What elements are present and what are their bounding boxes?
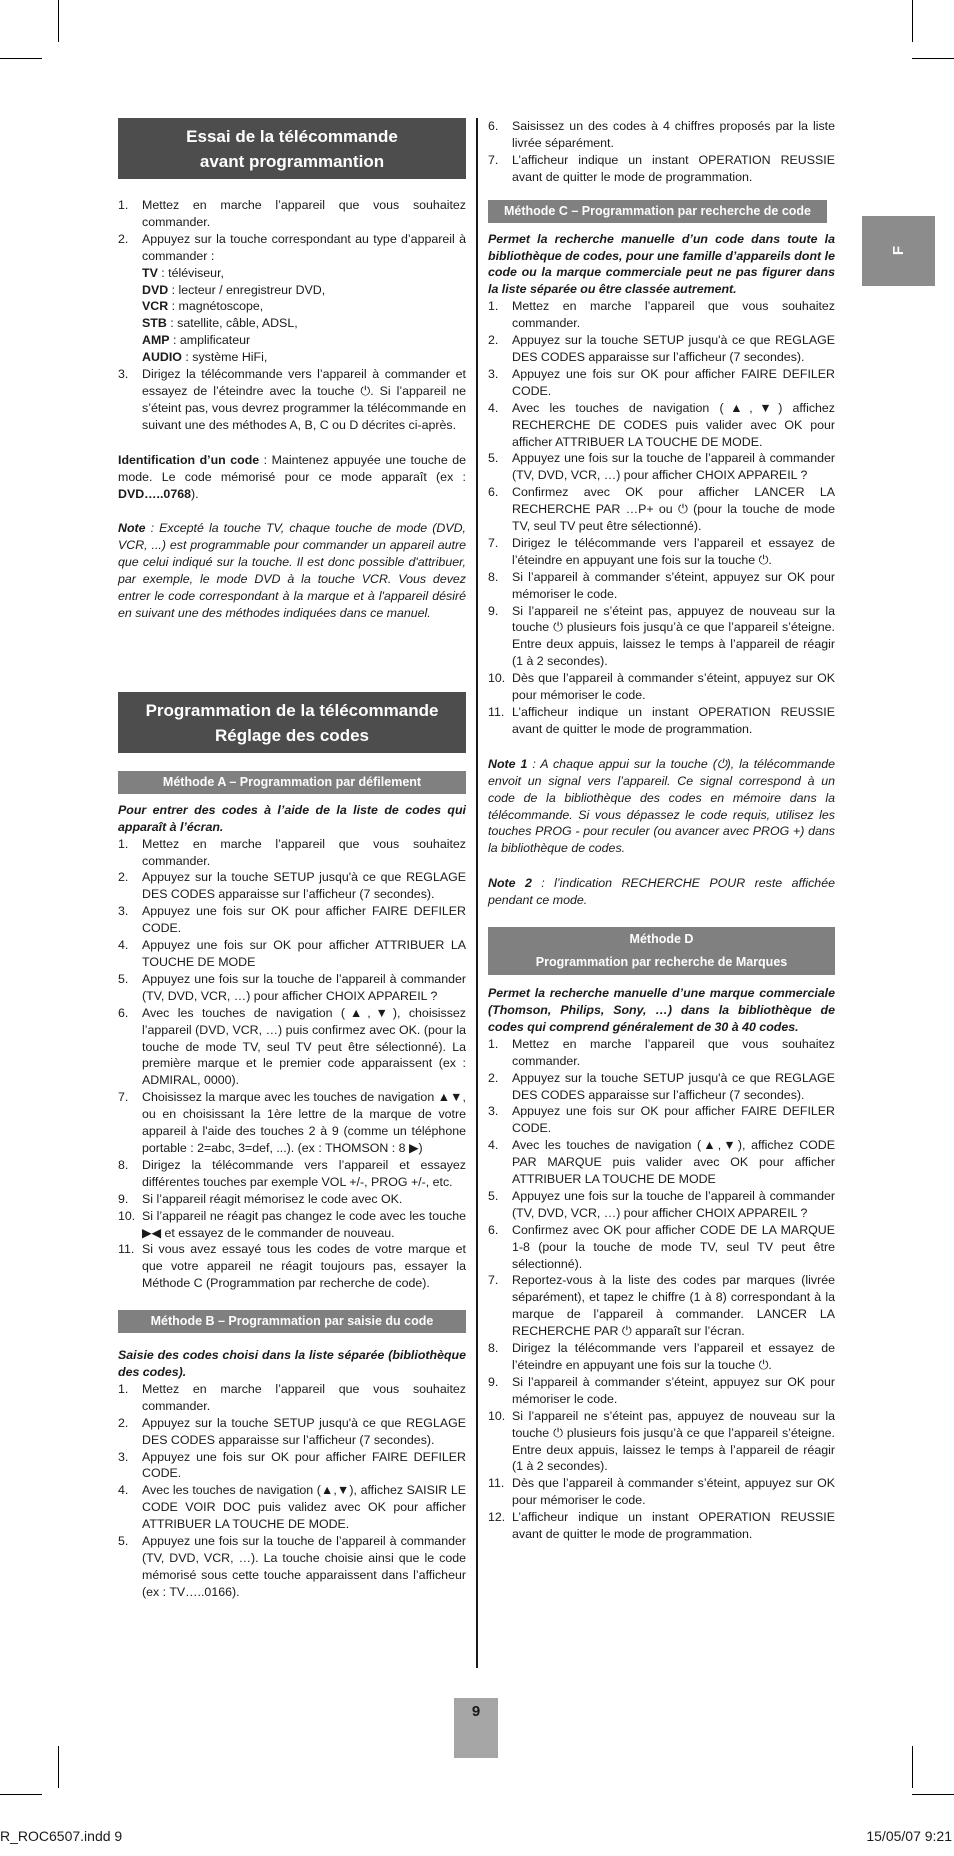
- list-item: 2. Appuyez sur la touche SETUP jusqu'à ce que REGLAGE DES CODES apparaisse sur l’afficheur (7 secondes).: [118, 870, 466, 902]
- list-item: 3. Appuyez une fois sur OK pour afficher FAIRE DEFILER CODE.: [118, 1449, 466, 1481]
- device-item: DVD : lecteur / enregistreur DVD,: [142, 282, 326, 297]
- methode-a-title: Méthode A – Programmation par défilement: [118, 771, 466, 794]
- title-line: Essai de la télécommande: [186, 127, 398, 146]
- methode-b-steps: [118, 1381, 466, 1601]
- list-item: 7. L’afficheur indique un instant OPERATION REUSSIE avant de quitter le mode de programmation.: [488, 152, 835, 184]
- methode-d-intro: Permet la recherche manuelle d’une marque commerciale (Thomson, Philips, Sony, …) dans la bibliothèque de codes qui comprend généralement de 30 à 40 codes.: [488, 986, 835, 1034]
- slug-file: R_ROC6507.indd 9: [0, 1828, 123, 1844]
- list-item: 5. Appuyez une fois sur la touche de l’appareil à commander (TV, DVD, VCR, …) pour afficher CHOIX APPAREIL ?: [488, 451, 835, 483]
- list-item: 6. Confirmez avec OK pour afficher CODE DE LA MARQUE 1-8 (pour la touche de mode TV, seul TV peut être sélectionné).: [488, 1222, 835, 1271]
- list-item: 8. Si l’appareil à commander s’éteint, appuyez sur OK pour mémoriser le code.: [488, 569, 835, 601]
- methode-a-intro: Pour entrer des codes à l’aide de la liste de codes qui apparaît à l’écran.: [118, 802, 466, 834]
- crop-mark: [58, 1746, 59, 1788]
- list-item: 11. L’afficheur indique un instant OPERATION REUSSIE avant de quitter le mode de programmation.: [488, 705, 835, 736]
- list-item: 8. Dirigez la télécommande vers l’appareil et essayez de l’éteindre en appuyant une fois sur la touche ⏻.: [488, 1341, 835, 1372]
- device-list: [142, 265, 466, 366]
- list-item: 9. Si l’appareil réagit mémorisez le code avec OK.: [118, 1191, 403, 1206]
- identification-paragraph: Identification d’un code : Maintenez appuyée une touche de mode. Le code mémorisé pour ce mode apparaît (ex : DVD…..0768).: [118, 452, 466, 501]
- essai-steps: [118, 197, 466, 434]
- crop-mark: [912, 1794, 954, 1795]
- crop-mark: [0, 1794, 42, 1795]
- list-item: 6. Avec les touches de navigation (▲,▼), choisissez l’appareil (DVD, VCR, …) puis confirmez avec OK. (pour la touche de mode TV, seul TV peut être sélectionné). La première marque et le premier code apparaissent (ex : ADMIRAL, 0000).: [118, 1005, 466, 1088]
- note-paragraph: Note : Excepté la touche TV, chaque touche de mode (DVD, VCR, ...) est programmable pour commander un appareil autre que celui indiqué sur la touche. Il est donc possible d'attribuer, par exemple, le mode DVD à la touche VCR. Vous devez entrer le code correspondant à la marque et à l'appareil désiré en suivant une des méthodes indiquées dans ce manuel.: [118, 521, 466, 620]
- methode-c-intro: Permet la recherche manuelle d’un code dans toute la bibliothèque de codes, pour une famille d’appareils dont le code ou la marque commerciale peut ne pas figurer dans la liste séparée ou être classée autrement.: [488, 231, 835, 297]
- page-number-text: 9: [471, 1703, 481, 1720]
- list-item: 2. Appuyez sur la touche correspondant au type d’appareil à commander : TV : téléviseur, DVD : lecteur / enregistreur DVD, VCR : magnétoscope, STB : satellite, câble, ADSL, AMP : amplificateur AUDIO : système HiFi,: [118, 231, 466, 365]
- device-item: AMP : amplificateur: [142, 333, 251, 348]
- device-item: AUDIO : système HiFi,: [142, 350, 268, 365]
- methode-b-title: Méthode B – Programmation par saisie du code: [118, 1310, 466, 1333]
- list-item: 7. Dirigez le télécommande vers l’appareil et essayez de l’éteindre en appuyant une fois sur la touche ⏻.: [488, 535, 835, 567]
- list-item: 2. Appuyez sur la touche SETUP jusqu'à ce que REGLAGE DES CODES apparaisse sur l’afficheur (7 secondes).: [488, 1070, 835, 1102]
- section-title-essai: [118, 118, 466, 179]
- list-item: 7. Choisissez la marque avec les touches de navigation ▲▼, ou en choisissant la 1ère lettre de la marque de votre appareil à l'aide des touches 2 à 9 (comme un téléphone portable : 2=abc, 3=def, ...). (ex : THOMSON : 8 ▶): [118, 1090, 466, 1155]
- page-number: [454, 1698, 498, 1758]
- list-item: 5. Appuyez une fois sur la touche de l’appareil à commander (TV, DVD, VCR, …) pour afficher CHOIX APPAREIL ?: [118, 971, 466, 1003]
- crop-mark: [912, 0, 913, 42]
- title-line: Méthode D: [629, 932, 694, 947]
- list-item: 5. Appuyez une fois sur la touche de l’appareil à commander (TV, DVD, VCR, …). La touche choisie ainsi que le code mémorisé sous cette touche apparaissent dans l’afficheur (ex : TV…..0166).: [118, 1534, 466, 1599]
- list-item: 3. Appuyez une fois sur OK pour afficher FAIRE DEFILER CODE.: [488, 1104, 835, 1136]
- list-item: 11. Si vous avez essayé tous les codes de votre marque et que votre appareil ne réagit toujours pas, essayer la Méthode C (Programmation par recherche de code).: [118, 1242, 466, 1291]
- right-column: [488, 118, 835, 1543]
- crop-mark: [0, 58, 42, 59]
- methode-b-steps-continued: [488, 118, 835, 186]
- list-item: 11. Dès que l’appareil à commander s’éteint, appuyez sur OK pour mémoriser le code.: [488, 1476, 835, 1508]
- title-line: Programmation par recherche de Marques: [535, 955, 788, 970]
- list-item: 9. Si l’appareil ne s’éteint pas, appuyez de nouveau sur la touche ⏻ plusieurs fois jusqu’à ce que l’appareil s’éteigne. Entre deux appuis, laissez le temps à l’appareil de réagir (1 à 2 secondes).: [488, 603, 835, 669]
- list-item: 10. Si l’appareil ne réagit pas changez le code avec les touche ▶◀ et essayez de le commander de nouveau.: [118, 1208, 466, 1240]
- list-item: 3. Appuyez une fois sur OK pour afficher FAIRE DEFILER CODE.: [118, 904, 466, 936]
- title-line: Réglage des codes: [214, 725, 369, 745]
- list-item: 1. Mettez en marche l’appareil que vous souhaitez commander.: [118, 1381, 466, 1413]
- list-item: 6. Confirmez avec OK pour afficher LANCER LA RECHERCHE PAR …P+ ou ⏻ (pour la touche de mode TV, seul TV peut être sélectionné).: [488, 485, 835, 534]
- column-divider: [476, 118, 478, 1668]
- list-item: 4. Avec les touches de navigation (▲,▼) affichez RECHERCHE DE CODES puis valider avec OK pour afficher ATTRIBUER LA TOUCHE DE MODE.: [488, 400, 835, 449]
- methode-d-title: [488, 927, 835, 975]
- list-item: 4. Avec les touches de navigation (▲,▼), affichez SAISIR LE CODE VOIR DOC puis validez avec OK pour afficher ATTRIBUER LA TOUCHE DE MODE.: [118, 1483, 466, 1532]
- list-item: 4. Appuyez une fois sur OK pour afficher ATTRIBUER LA TOUCHE DE MODE: [118, 938, 466, 969]
- device-item: VCR : magnétoscope,: [142, 299, 264, 314]
- device-item: STB : satellite, câble, ADSL,: [142, 316, 298, 331]
- list-item: 1. Mettez en marche l’appareil que vous souhaitez commander.: [118, 198, 466, 229]
- list-item: 7. Reportez-vous à la liste des codes par marques (livrée séparément), et tapez le chiffre (1 à 8) correspondant à la marque de l’appareil à commander. LANCER LA RECHERCHE PAR ⏻ apparaît sur l’écran.: [488, 1273, 835, 1339]
- list-item: 10. Dès que l’appareil à commander s’éteint, appuyez sur OK pour mémoriser le code.: [488, 671, 835, 703]
- list-item: 8. Dirigez la télécommande vers l’appareil et essayez différentes touches par exemple VOL +/-, PROG +/-, etc.: [118, 1157, 466, 1189]
- device-item: TV : téléviseur,: [142, 265, 224, 280]
- title-line: avant programmantion: [199, 152, 385, 171]
- list-item: 4. Avec les touches de navigation (▲,▼), affichez CODE PAR MARQUE puis valider avec OK pour afficher ATTRIBUER LA TOUCHE DE MODE: [488, 1138, 835, 1187]
- language-tab-label: F: [890, 245, 908, 256]
- methode-d-steps: [488, 1036, 835, 1543]
- left-column: [118, 118, 466, 1601]
- crop-mark: [912, 58, 954, 59]
- list-item: 5. Appuyez une fois sur la touche de l’appareil à commander (TV, DVD, VCR, …) pour afficher CHOIX APPAREIL ?: [488, 1188, 835, 1220]
- list-item: 9. Si l’appareil à commander s’éteint, appuyez sur OK pour mémoriser le code.: [488, 1374, 835, 1406]
- section-title-programmation: [118, 692, 466, 753]
- note-2-paragraph: Note 2 : l’indication RECHERCHE POUR reste affichée pendant ce mode.: [488, 876, 835, 908]
- list-item: 6. Saisissez un des codes à 4 chiffres proposés par la liste livrée séparément.: [488, 119, 835, 150]
- crop-mark: [912, 1746, 913, 1788]
- list-item: 1. Mettez en marche l’appareil que vous souhaitez commander.: [118, 836, 466, 868]
- list-item: 2. Appuyez sur la touche SETUP jusqu'à ce que REGLAGE DES CODES apparaisse sur l’afficheur (7 secondes).: [488, 333, 835, 364]
- list-item: 3. Appuyez une fois sur OK pour afficher FAIRE DEFILER CODE.: [488, 366, 835, 398]
- slug-date: 15/05/07 9:21: [866, 1828, 952, 1844]
- list-item: 1. Mettez en marche l’appareil que vous souhaitez commander.: [488, 1036, 835, 1068]
- title-line: Programmation de la télécommande: [145, 700, 439, 720]
- methode-a-steps: [118, 836, 466, 1292]
- list-item: 3. Dirigez la télécommande vers l’appareil à commander et essayez de l’éteindre avec la touche ⏻. Si l’appareil ne s’éteint pas, vous devrez programmer la télécommande en suivant une des méthodes A, B, C ou D décrites ci-après.: [118, 367, 466, 432]
- methode-c-title: Méthode C – Programmation par recherche de code: [488, 200, 827, 223]
- list-item: 1. Mettez en marche l’appareil que vous souhaitez commander.: [488, 299, 835, 331]
- methode-c-steps: [488, 298, 835, 738]
- list-item: 12. L’afficheur indique un instant OPERATION REUSSIE avant de quitter le mode de programmation.: [488, 1510, 835, 1542]
- note-1-paragraph: Note 1 : A chaque appui sur la touche (⏻), la télécommande envoit un signal vers l’appareil. Ce signal correspond à un code de la bibliothèque des codes en mémoire dans la télécommande. Si vous dépassez le code requis, utilisez les touches PROG - pour reculer (ou avancer avec PROG +) dans la bibliothèque de codes.: [488, 756, 835, 856]
- list-item: 10. Si l’appareil ne s’éteint pas, appuyez de nouveau sur la touche ⏻ plusieurs fois jusqu’à ce que l’appareil s’éteigne. Entre deux appuis, laissez le temps à l’appareil de réagir (1 à 2 secondes).: [488, 1408, 835, 1474]
- crop-mark: [58, 0, 59, 42]
- methode-b-intro: Saisie des codes choisi dans la liste séparée (bibliothèque des codes).: [118, 1348, 466, 1380]
- list-item: 2. Appuyez sur la touche SETUP jusqu'à ce que REGLAGE DES CODES apparaisse sur l’afficheur (7 secondes).: [118, 1415, 466, 1447]
- language-tab: [862, 216, 935, 286]
